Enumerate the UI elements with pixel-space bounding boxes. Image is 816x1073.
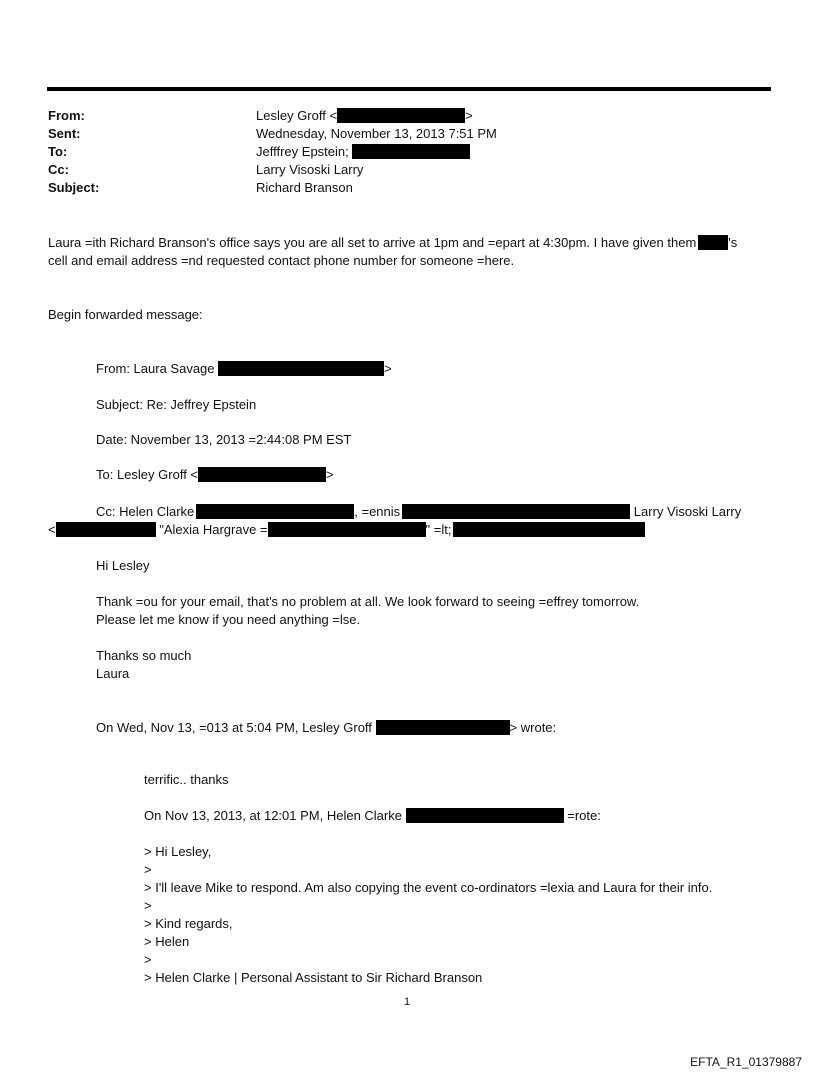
quote-line-7: > (144, 952, 152, 967)
fwd-to-text: To: Lesley Groff < (96, 467, 199, 482)
body-line-1 (48, 234, 737, 252)
body-text: 's (728, 235, 738, 250)
nested-on-nov-text: On Nov 13, 2013, at 12:01 PM, Helen Clarke (144, 808, 402, 823)
quote-line-4: > (144, 898, 152, 913)
redaction (198, 467, 326, 482)
redaction (453, 522, 645, 537)
fwd-to (96, 466, 334, 484)
fwd-thanks-1: Thank =ou for your email, that's no problem at all. We look forward to seeing =effrey tomorrow. (96, 594, 640, 609)
quote-line-5: > Kind regards, (144, 916, 233, 931)
fwd-closing-1: Thanks so much (96, 648, 192, 663)
redaction (402, 504, 630, 519)
fwd-on-wed-text: On Wed, Nov 13, =013 at 5:04 PM, Lesley Groff (96, 720, 372, 735)
from-close: > (465, 108, 473, 123)
sent-label: Sent: (48, 126, 81, 141)
from-label: From: (48, 108, 85, 123)
cc-label: Cc: (48, 162, 69, 177)
redaction (698, 235, 728, 250)
fwd-on-wed-end: > wrote: (509, 720, 557, 735)
redaction (352, 144, 470, 159)
fwd-cc-text: "Alexia Hargrave = (159, 522, 268, 537)
fwd-cc-text: " =lt; (425, 522, 452, 537)
fwd-on-wed (96, 719, 556, 737)
redaction (218, 361, 384, 376)
redaction (268, 522, 426, 537)
fwd-cc-text: , =ennis (354, 504, 401, 519)
sent-value: Wednesday, November 13, 2013 7:51 PM (256, 126, 497, 141)
fwd-from-close: > (384, 361, 392, 376)
nested-on-nov-end: =rote: (567, 808, 601, 823)
to-value (256, 143, 470, 161)
fwd-cc-text: < (48, 522, 56, 537)
fwd-to-close: > (326, 467, 334, 482)
header-rule (47, 87, 771, 91)
redaction (337, 108, 465, 123)
page-number: 1 (404, 996, 411, 1008)
body-text: Laura =ith Richard Branson's office says you are all set to arrive at 1pm and =epart at 4:30pm. I have given them (48, 235, 697, 250)
cc-value: Larry Visoski Larry (256, 162, 364, 177)
quote-line-6: > Helen (144, 934, 190, 949)
quote-line-1: > Hi Lesley, (144, 844, 212, 859)
from-value (256, 107, 473, 125)
fwd-subject: Subject: Re: Jeffrey Epstein (96, 397, 257, 412)
fwd-greeting: Hi Lesley (96, 558, 150, 573)
begin-forwarded: Begin forwarded message: (48, 307, 203, 322)
fwd-thanks-2: Please let me know if you need anything =lse. (96, 612, 361, 627)
quote-line-8: > Helen Clarke | Personal Assistant to Sir Richard Branson (144, 970, 483, 985)
redaction (56, 522, 156, 537)
fwd-date: Date: November 13, 2013 =2:44:08 PM EST (96, 432, 352, 447)
body-line-2: cell and email address =nd requested contact phone number for someone =here. (48, 253, 515, 268)
to-name: Jefffrey Epstein; (256, 144, 349, 159)
quote-line-2: > (144, 862, 152, 877)
fwd-from (96, 360, 392, 378)
fwd-cc-line-1 (96, 503, 741, 521)
quote-line-3: > I'll leave Mike to respond. Am also copying the event co-ordinators =lexia and Laura for their info. (144, 880, 713, 895)
subject-label: Subject: (48, 180, 100, 195)
document-id: EFTA_R1_01379887 (690, 1055, 802, 1069)
redaction (376, 720, 510, 735)
fwd-closing-2: Laura (96, 666, 130, 681)
fwd-cc-text: Larry Visoski Larry (633, 504, 742, 519)
nested-terrific: terrific.. thanks (144, 772, 229, 787)
nested-on-nov (144, 807, 601, 825)
fwd-cc-line-2 (48, 521, 645, 539)
to-label: To: (48, 144, 68, 159)
redaction (196, 504, 354, 519)
from-name: Lesley Groff < (256, 108, 338, 123)
fwd-cc-text: Cc: Helen Clarke (96, 504, 195, 519)
redaction (406, 808, 564, 823)
subject-value: Richard Branson (256, 180, 353, 195)
fwd-from-text: From: Laura Savage (96, 361, 215, 376)
